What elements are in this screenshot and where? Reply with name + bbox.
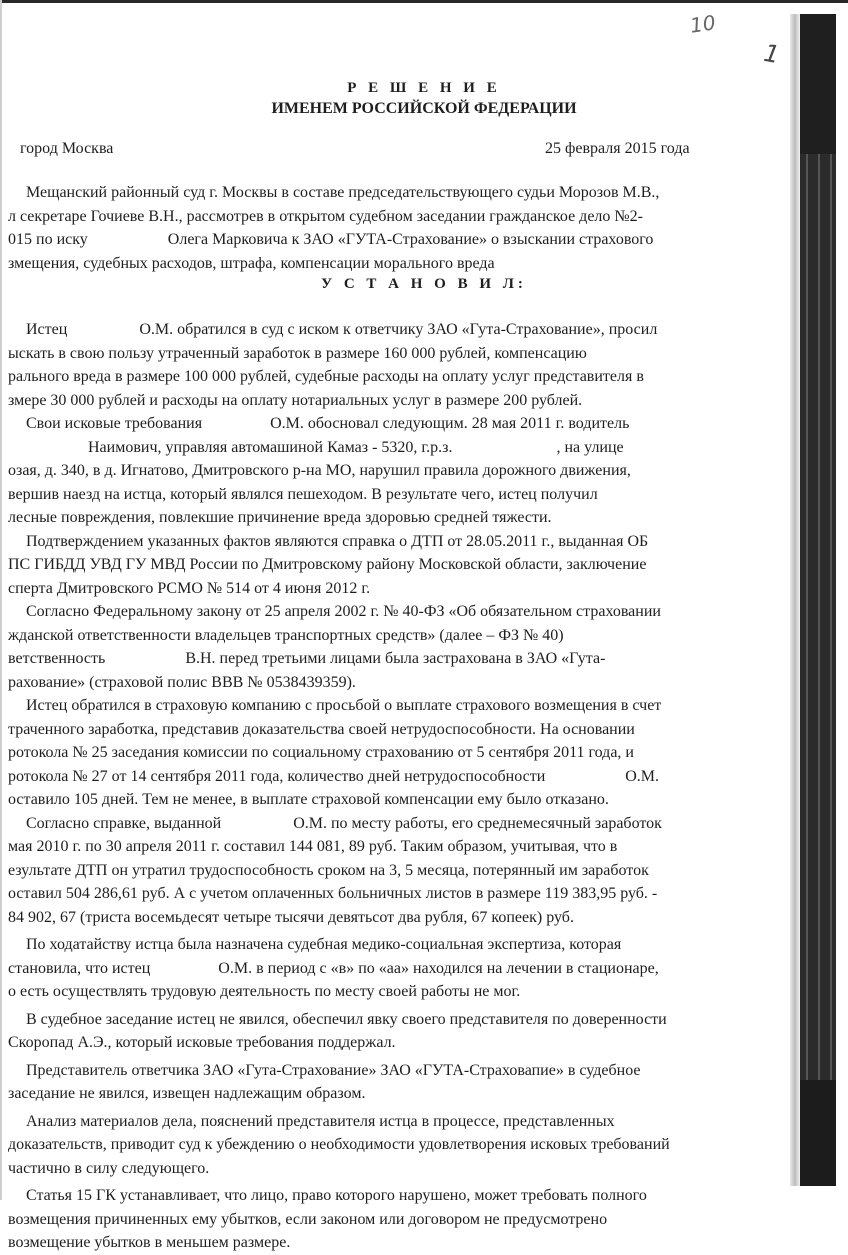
text-line: ыскать в свою пользу утраченный заработок в размере 160 000 рублей, компенсацию bbox=[8, 344, 587, 362]
text-line: доказательств, приводит суд к убеждению о необходимости удовлетворения исковых требований bbox=[8, 1136, 670, 1153]
document-subtitle: ИМЕНЕМ РОССИЙСКОЙ ФЕДЕРАЦИИ bbox=[271, 100, 577, 117]
text-line: Согласно справке, выданной О.М. по месту работы, его среднемесячный заработок bbox=[26, 814, 662, 832]
text-line: Скоропад А.Э., который исковые требования поддержал. bbox=[8, 1034, 396, 1051]
text-line: сперта Дмитровского РСМО № 514 от 4 июня 2012 г. bbox=[8, 579, 371, 597]
text-line: озая, д. 340, в д. Игнатово, Дмитровского р-на МО, нарушил правила дорожного движения, bbox=[8, 462, 631, 479]
intro-paragraph bbox=[8, 181, 726, 275]
scan-left-border bbox=[0, 0, 2, 1200]
scan-binding-strip bbox=[800, 14, 836, 1186]
body-text bbox=[8, 318, 726, 1255]
text-line: лесные повреждения, повлекшие причинение вреда здоровью средней тяжести. bbox=[8, 509, 552, 526]
text-line: ротокола № 25 заседания комиссии по социальному страхованию от 5 сентября 2011 года, и bbox=[8, 744, 634, 761]
text-line: рахование» (страховой полис ВВВ № 0538439359). bbox=[8, 673, 356, 691]
text-line: 84 902, 67 (триста восемьдесят четыре тысячи девятьсот два рубля, 67 копеек) руб. bbox=[8, 908, 574, 926]
text-line: ПС ГИБДД УВД ГУ МВД России по Дмитровскому району Московской области, заключение bbox=[8, 556, 647, 573]
text-line: По ходатайству истца была назначена судебная медико-социальная экспертиза, которая bbox=[26, 936, 622, 953]
text-line: Подтверждением указанных фактов являются справка о ДТП от 28.05.2011 г., выданная ОБ bbox=[26, 532, 649, 550]
text-line: ротокола № 27 от 14 сентября 2011 года, количество дней нетрудоспособности О.М. bbox=[8, 767, 660, 785]
text-line: Свои исковые требования О.М. обосновал следующим. 28 мая 2011 г. водитель bbox=[26, 415, 630, 432]
handwritten-page-mark: 10 bbox=[688, 10, 717, 38]
scan-binding-strip-bottom bbox=[800, 1080, 836, 1186]
document-title: Р Е Ш Е Н И Е bbox=[347, 80, 501, 96]
document-city: город Москва bbox=[20, 140, 114, 157]
text-line: Истец обратился в страховую компанию с просьбой о выплате страхового возмещения в счет bbox=[26, 697, 662, 714]
text-line: л секретаре Гочиеве В.Н., рассмотрев в открытом судебном заседании гражданское дело №2- bbox=[8, 207, 643, 225]
text-line: вершив наезд на истца, который являлся пешеходом. В результате чего, истец получил bbox=[8, 485, 598, 503]
text-line: Представитель ответчика ЗАО «Гута-Страхование» ЗАО «ГУТА-Страховапие» в судебное bbox=[26, 1061, 641, 1079]
text-line: заседание не явился, извещен надлежащим образом. bbox=[8, 1085, 366, 1102]
text-line: ветственность В.Н. перед третьими лицами была застрахована в ЗАО «Гута- bbox=[8, 650, 606, 667]
text-line: Согласно Федеральному закону от 25 апреля 2002 г. № 40-ФЗ «Об обязательном страховании bbox=[26, 603, 661, 620]
document-date: 25 февраля 2015 года bbox=[545, 140, 690, 157]
text-line: Мещанский районный суд г. Москвы в составе председательствующего судьи Морозов М.В., bbox=[26, 184, 660, 201]
handwritten-sheet-number: 1 bbox=[761, 38, 782, 70]
text-line: о есть осуществлять трудовую деятельность по месту своей работы не мог. bbox=[8, 983, 521, 1000]
text-line: 015 по иску Олега Марковича к ЗАО «ГУТА-Страхование» о взыскании страхового bbox=[8, 231, 654, 248]
text-line: мая 2010 г. по 30 апреля 2011 г. составил 144 081, 89 руб. Таким образом, учитывая, что в bbox=[8, 838, 618, 855]
text-line: В судебное заседание истец не явился, обеспечил явку своего представителя по доверенности bbox=[26, 1010, 667, 1028]
text-line: Статья 15 ГК устанавливает, что лицо, право которого нарушено, может требовать полного bbox=[26, 1187, 647, 1204]
scan-top-border bbox=[0, 0, 848, 3]
text-line: оставил 504 286,61 руб. А с учетом оплаченных больничных листов в размере 119 383,95 руб. - bbox=[8, 885, 658, 902]
text-line: рального вреда в размере 100 000 рублей, судебные расходы на оплату услуг представителя в bbox=[8, 368, 644, 385]
text-line: Анализ материалов дела, пояснений представителя истца в процессе, представленных bbox=[26, 1112, 615, 1130]
text-line: змещения, судебных расходов, штрафа, компенсации морального вреда bbox=[8, 254, 495, 272]
text-line: становила, что истец О.М. в период с «в» по «аа» находился на лечении в стационаре, bbox=[8, 959, 659, 977]
text-line: возмещение убытков в меньшем размере. bbox=[8, 1234, 291, 1251]
scan-page-edge bbox=[790, 14, 800, 1186]
text-line: частично в силу следующего. bbox=[8, 1159, 210, 1177]
text-line: Истец О.М. обратился в суд с иском к ответчику ЗАО «Гута-Страхование», просил bbox=[26, 321, 658, 338]
text-line: жданской ответственности владельцев транспортных средств» (далее – ФЗ № 40) bbox=[8, 626, 564, 644]
text-line: змере 30 000 рублей и расходы на оплату нотариальных услуг в размере 200 рублей. bbox=[8, 391, 583, 409]
text-line: возмещения причиненных ему убытков, если законом или договором не предусмотрено bbox=[8, 1210, 608, 1228]
text-line: оставило 105 дней. Тем не менее, в выплате страховой компенсации ему было отказано. bbox=[8, 791, 609, 808]
section-heading: У С Т А Н О В И Л: bbox=[321, 276, 527, 292]
text-line: езультате ДТП он утратил трудоспособность сроком на 3, 5 месяца, потерянный им заработок bbox=[8, 861, 649, 879]
text-line: траченного заработка, представив доказательства своей нетрудоспособности. На основании bbox=[8, 720, 635, 738]
text-line: Наимович, управляя автомашиной Камаз - 5320, г.р.з. , на улице bbox=[8, 438, 624, 456]
